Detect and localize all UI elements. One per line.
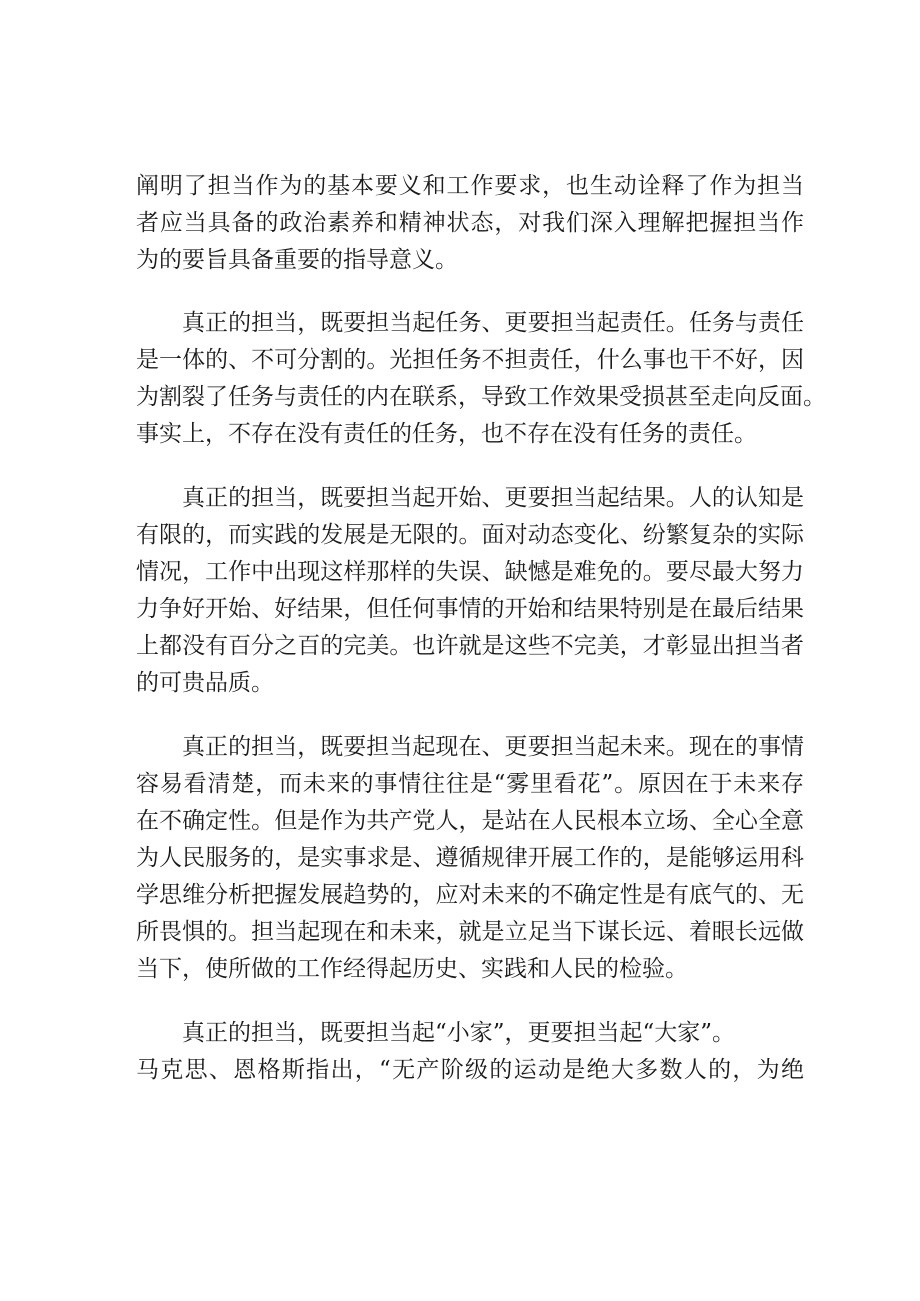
- paragraph-line: 马克思、恩格斯指出，“无产阶级的运动是绝大多数人的，为绝: [136, 1057, 804, 1083]
- paragraph-line: 在不确定性。但是作为共产党人，是站在人民根本立场、全心全意: [136, 808, 804, 834]
- paragraph-1: [136, 168, 804, 279]
- paragraph-line: 力争好开始、好结果，但任何事情的开始和结果特别是在最后结果: [136, 596, 804, 622]
- paragraph-line: 事实上，不存在没有责任的任务，也不存在没有任务的责任。: [136, 421, 757, 447]
- paragraph-line: 容易看清楚，而未来的事情往往是“雾里看花”。原因在于未来存: [136, 771, 804, 797]
- paragraph-3: [136, 480, 804, 702]
- paragraph-line: 真正的担当，既要担当起“小家”，更要担当起“大家”。: [182, 1020, 736, 1046]
- paragraph-line: 当下，使所做的工作经得起历史、实践和人民的检验。: [136, 956, 688, 982]
- paragraph-line: 真正的担当，既要担当起开始、更要担当起结果。人的认知是: [182, 485, 804, 511]
- paragraph-4: [136, 729, 804, 988]
- paragraph-line: 上都没有百分之百的完美。也许就是这些不完美，才彰显出担当者: [136, 633, 804, 659]
- paragraph-line: 学思维分析把握发展趋势的，应对未来的不确定性是有底气的、无: [136, 882, 804, 908]
- paragraph-5: [136, 1015, 804, 1089]
- paragraph-line: 阐明了担当作为的基本要义和工作要求，也生动诠释了作为担当: [136, 173, 804, 199]
- paragraph-line: 为割裂了任务与责任的内在联系，导致工作效果受损甚至走向反面。: [136, 384, 826, 410]
- paragraph-line: 者应当具备的政治素养和精神状态，对我们深入理解把握担当作: [136, 210, 804, 236]
- paragraph-line: 为人民服务的，是实事求是、遵循规律开展工作的，是能够运用科: [136, 845, 804, 871]
- paragraph-2: [136, 305, 826, 453]
- paragraph-line: 真正的担当，既要担当起任务、更要担当起责任。任务与责任: [182, 310, 804, 336]
- paragraph-line: 为的要旨具备重要的指导意义。: [136, 247, 458, 273]
- paragraph-line: 是一体的、不可分割的。光担任务不担责任，什么事也干不好，因: [136, 347, 804, 373]
- paragraph-line: 的可贵品质。: [136, 670, 274, 696]
- paragraph-line: 真正的担当，既要担当起现在、更要担当起未来。现在的事情: [182, 734, 804, 760]
- paragraph-line: 所畏惧的。担当起现在和未来，就是立足当下谋长远、着眼长远做: [136, 919, 804, 945]
- paragraph-line: 情况，工作中出现这样那样的失误、缺憾是难免的。要尽最大努力: [136, 559, 804, 585]
- paragraph-line: 有限的，而实践的发展是无限的。面对动态变化、纷繁复杂的实际: [136, 522, 804, 548]
